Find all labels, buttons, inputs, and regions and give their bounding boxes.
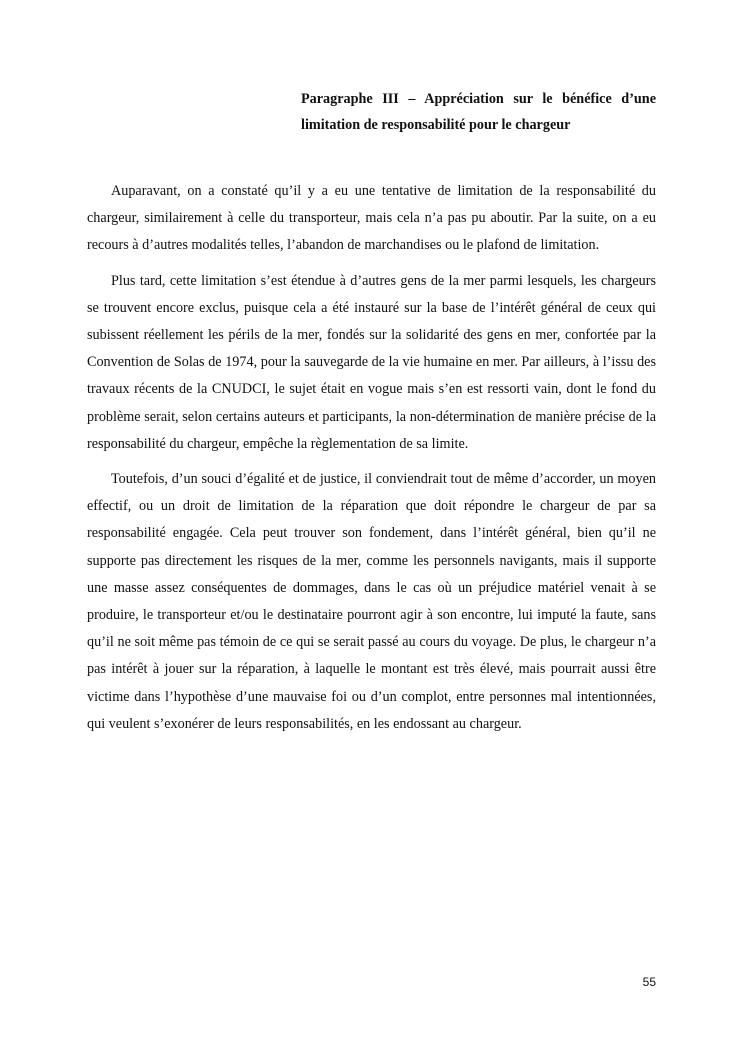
paragraph-2: Plus tard, cette limitation s’est étendue à d’autres gens de la mer parmi lesquels, les chargeurs se trouvent encore exclus, puisque cela a été instauré sur la base de l’intérêt général de ceux qui subissent réellement les périls de la mer, fondés sur la solidarité des gens en mer, confortée par la Convention de Solas de 1974, pour la sauvegarde de la vie humaine en mer. Par ailleurs, à l’issu des travaux récents de la CNUDCI, le sujet était en vogue mais s’en est ressorti vain, dont le fond du problème serait, selon certains auteurs et participants, la non-détermination de manière précise de la responsabilité du chargeur, empêche la règlementation de sa limite.	[87, 272, 656, 452]
paragraph-1: Auparavant, on a constaté qu’il y a eu une tentative de limitation de la responsabilité du chargeur, similairement à celle du transporteur, mais cela n’a pas pu aboutir. Par la suite, on a eu recours à d’autres modalités telles, l’abandon de marchandises ou le plafond de limitation.	[87, 183, 656, 254]
paragraph-3: Toutefois, d’un souci d’égalité et de justice, il conviendrait tout de même d’accorder, un moyen effectif, ou un droit de limitation de la réparation que doit répondre le chargeur de par sa responsabilité engagée. Cela peut trouver son fondement, dans l’intérêt général, bien qu’il ne supporte pas directement les risques de la mer, comme les personnels navigants, mais il supporte une masse assez conséquentes de dommages, dans le cas où un préjudice matériel venait à se produire, le transporteur et/ou le destinataire pourront agir à son encontre, lui imputé la faute, sans qu’il ne soit même pas témoin de ce qui se serait passé au cours du voyage. De plus, le chargeur n’a pas intérêt à jouer sur la réparation, à laquelle le montant est très élevé, mais pourrait aussi être victime dans l’hypothèse d’une mauvaise foi ou d’un complot, entre personnes mal intentionnées, qui veulent s’exonérer de leurs responsabilités, en les endossant au chargeur.	[87, 471, 656, 732]
page-number: 55	[642, 975, 656, 989]
body-text	[87, 178, 656, 746]
section-heading: Paragraphe III – Appréciation sur le bénéfice d’une limitation de responsabilité pour le chargeur	[301, 91, 656, 133]
